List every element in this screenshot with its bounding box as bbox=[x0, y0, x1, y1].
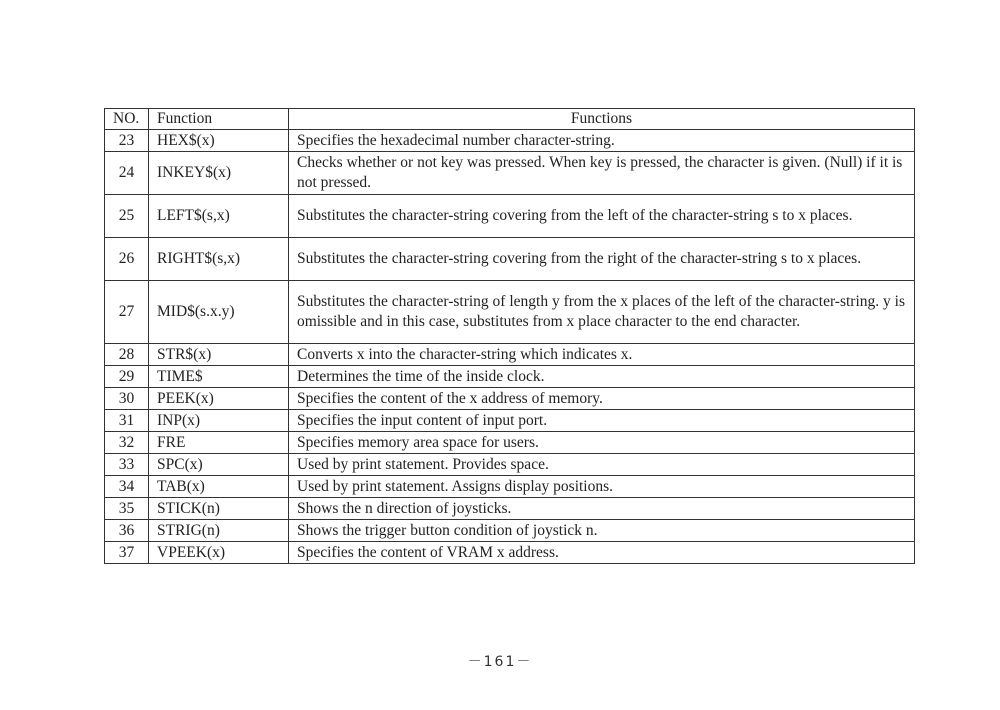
header-no: NO. bbox=[105, 109, 149, 130]
function-name: TAB(x) bbox=[149, 476, 289, 498]
table-row bbox=[105, 432, 915, 454]
row-number: 28 bbox=[105, 344, 149, 366]
table-row bbox=[105, 130, 915, 152]
row-number: 27 bbox=[105, 281, 149, 344]
function-name: INKEY$(x) bbox=[149, 152, 289, 195]
function-description: Substitutes the character-string covering from the left of the character-string s to x places. bbox=[289, 195, 915, 238]
function-description: Determines the time of the inside clock. bbox=[289, 366, 915, 388]
table-row bbox=[105, 542, 915, 564]
table-row bbox=[105, 366, 915, 388]
function-description: Specifies memory area space for users. bbox=[289, 432, 915, 454]
function-description: Substitutes the character-string of length y from the x places of the left of the character-string. y is omissible and in this case, substitutes from x place character to the end character. bbox=[289, 281, 915, 344]
function-description: Converts x into the character-string which indicates x. bbox=[289, 344, 915, 366]
row-number: 25 bbox=[105, 195, 149, 238]
function-name: STRIG(n) bbox=[149, 520, 289, 542]
function-description: Shows the n direction of joysticks. bbox=[289, 498, 915, 520]
row-number: 23 bbox=[105, 130, 149, 152]
table-header-row bbox=[105, 109, 915, 130]
table-row bbox=[105, 281, 915, 344]
table-row bbox=[105, 388, 915, 410]
function-name: HEX$(x) bbox=[149, 130, 289, 152]
functions-table bbox=[104, 108, 915, 564]
table-row bbox=[105, 344, 915, 366]
row-number: 36 bbox=[105, 520, 149, 542]
header-function: Function bbox=[149, 109, 289, 130]
row-number: 37 bbox=[105, 542, 149, 564]
function-description: Checks whether or not key was pressed. When key is pressed, the character is given. (Null) if it is not pressed. bbox=[289, 152, 915, 195]
function-description: Specifies the content of VRAM x address. bbox=[289, 542, 915, 564]
function-description: Specifies the content of the x address of memory. bbox=[289, 388, 915, 410]
function-description: Used by print statement. Assigns display positions. bbox=[289, 476, 915, 498]
row-number: 29 bbox=[105, 366, 149, 388]
function-description: Substitutes the character-string covering from the right of the character-string s to x places. bbox=[289, 238, 915, 281]
row-number: 34 bbox=[105, 476, 149, 498]
page-number: －161－ bbox=[467, 654, 533, 670]
function-name: VPEEK(x) bbox=[149, 542, 289, 564]
row-number: 26 bbox=[105, 238, 149, 281]
function-description: Used by print statement. Provides space. bbox=[289, 454, 915, 476]
table-row bbox=[105, 454, 915, 476]
function-name: INP(x) bbox=[149, 410, 289, 432]
function-description: Specifies the input content of input port. bbox=[289, 410, 915, 432]
header-functions: Functions bbox=[289, 109, 915, 130]
function-name: RIGHT$(s,x) bbox=[149, 238, 289, 281]
function-name: LEFT$(s,x) bbox=[149, 195, 289, 238]
table-row bbox=[105, 152, 915, 195]
function-name: FRE bbox=[149, 432, 289, 454]
table-row bbox=[105, 520, 915, 542]
function-name: SPC(x) bbox=[149, 454, 289, 476]
function-name: MID$(s.x.y) bbox=[149, 281, 289, 344]
function-description: Shows the trigger button condition of joystick n. bbox=[289, 520, 915, 542]
table-row bbox=[105, 238, 915, 281]
row-number: 32 bbox=[105, 432, 149, 454]
table-row bbox=[105, 410, 915, 432]
row-number: 35 bbox=[105, 498, 149, 520]
function-name: STR$(x) bbox=[149, 344, 289, 366]
table-row bbox=[105, 498, 915, 520]
row-number: 24 bbox=[105, 152, 149, 195]
row-number: 30 bbox=[105, 388, 149, 410]
row-number: 31 bbox=[105, 410, 149, 432]
row-number: 33 bbox=[105, 454, 149, 476]
function-name: PEEK(x) bbox=[149, 388, 289, 410]
function-description: Specifies the hexadecimal number character-string. bbox=[289, 130, 915, 152]
function-name: TIME$ bbox=[149, 366, 289, 388]
table-row bbox=[105, 195, 915, 238]
table-row bbox=[105, 476, 915, 498]
function-name: STICK(n) bbox=[149, 498, 289, 520]
